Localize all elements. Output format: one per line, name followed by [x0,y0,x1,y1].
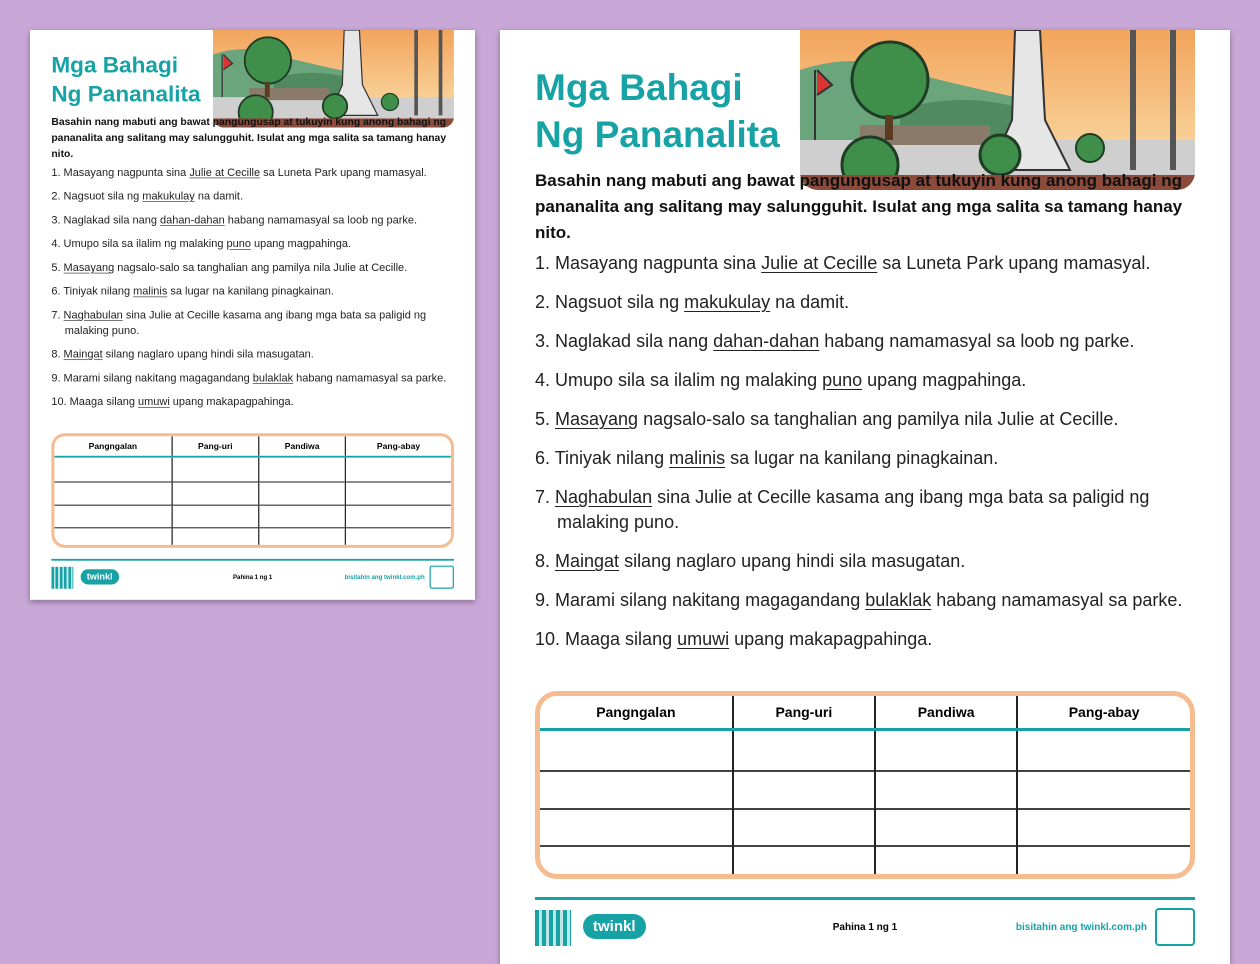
underlined-word: makukulay [684,292,771,312]
twinkl-logo: twinkl [81,569,119,584]
sentence-item [51,370,454,385]
quality-badge-icon [1155,908,1195,946]
sentence-item [51,260,454,275]
quality-badge-icon [430,566,454,589]
sentence-text: habang namamasyal sa parke. [293,371,447,384]
sentence-item [535,407,1195,432]
sentence-text: upang magpahinga. [250,237,352,250]
underlined-word: Julie at Cecille [761,253,878,273]
luneta-park-illustration [213,30,454,128]
underlined-word: bulaklak [865,590,932,610]
sentence-text: sa Luneta Park upang mamasyal. [260,166,427,179]
answer-table [51,433,454,548]
sentence-text: 1. Masayang nagpunta sina [51,166,190,179]
sentence-item [535,290,1195,315]
underlined-word: bulaklak [252,371,294,384]
underlined-word: malinis [669,448,726,468]
sentence-text: 4. Umupo sila sa ilalim ng malaking [51,237,227,250]
page-number: Pahina 1 ng 1 [832,922,898,933]
sentence-list [51,165,454,418]
underlined-word: puno [822,370,863,390]
worksheet-preview-small [30,30,475,600]
site-link[interactable]: bisitahin ang twinkl.com.ph [1015,922,1147,933]
underlined-word: Masayang [63,261,115,274]
underlined-word: umuwi [677,629,730,649]
column-header: Pandiwa [875,696,1017,730]
sentence-text: 5. [51,261,64,274]
sentence-text: silang naglaro upang hindi sila masugatan. [102,347,314,361]
sentence-item [535,368,1195,393]
underlined-word: dahan-dahan [160,213,225,226]
column-header: Pandiwa [259,436,346,456]
sentence-item [51,236,454,251]
sentence-text: 10. Maaga silang [535,629,678,649]
sentence-text: 2. Nagsuot sila ng [51,189,143,203]
sentence-text: sa lugar na kanilang pinagkainan. [167,284,334,298]
sentence-text: habang namamasyal sa loob ng parke. [819,331,1135,351]
twinkl-logo: twinkl [583,914,646,939]
column-header: Pangngalan [54,436,172,456]
page-footer [51,559,454,591]
sentence-text: sa Luneta Park upang mamasyal. [877,253,1151,273]
instructions: Basahin nang mabuti ang bawat pangungusap at tukuyin kung anong bahagi ng pananalita ang salitang may salungguhit. Isulat ang mga salita sa tamang hanay nito. [535,171,1183,242]
underlined-word: Naghabulan [555,487,653,507]
sentence-text: habang namamasyal sa parke. [931,590,1183,610]
underlined-word: umuwi [138,395,170,408]
sentence-text: 9. Marami silang nakitang magagandang [51,371,253,384]
worksheet-preview-large [500,30,1230,964]
sentence-text: 9. Marami silang nakitang magagandang [535,590,866,610]
sentence-text: 1. Masayang nagpunta sina [535,253,762,273]
sentence-item [535,549,1195,574]
sentence-text: 4. Umupo sila sa ilalim ng malaking [535,370,823,390]
sentence-list [535,251,1195,666]
sentence-text: 10. Maaga silang [51,395,139,408]
sentence-text: 7. [535,487,556,507]
sentence-item [51,212,454,227]
sentence-text: 5. [535,409,556,429]
underlined-word: Maingat [63,347,103,361]
sentence-item [535,485,1195,535]
sentence-text: nagsalo-salo sa tanghalian ang pamilya nila Julie at Cecille. [114,261,408,274]
answer-table [535,691,1195,879]
column-header: Pang-uri [733,696,875,730]
sentence-item [535,446,1195,471]
underlined-word: Maingat [555,551,620,571]
underlined-word: dahan-dahan [713,331,820,351]
column-header: Pang-abay [1017,696,1190,730]
sentence-item [535,251,1195,276]
underlined-word: Julie at Cecille [189,166,261,179]
sentence-item [535,627,1195,652]
worksheet-thumbnail[interactable] [30,30,475,600]
sentence-text: upang makapagpahinga. [729,629,933,649]
instructions: Basahin nang mabuti ang bawat pangungusap at tukuyin kung anong bahagi ng pananalita ang salitang may salungguhit. Isulat ang mga salita sa tamang hanay nito. [51,116,447,160]
sentence-text: 8. [51,347,64,361]
sentence-text: 8. [535,551,556,571]
sentence-item [535,329,1195,354]
underlined-word: makukulay [142,189,195,203]
sentence-text: 6. Tiniyak nilang [535,448,670,468]
sentence-text: sa lugar na kanilang pinagkainan. [725,448,999,468]
site-link[interactable]: bisitahin ang twinkl.com.ph [344,574,425,581]
column-header: Pang-uri [172,436,259,456]
sentence-item [51,347,454,362]
sentence-text: 3. Naglakad sila nang [51,213,161,226]
underlined-word: malinis [133,284,168,298]
worksheet-title: Mga Bahagi Ng Pananalita [51,52,201,107]
column-header: Pang-abay [346,436,451,456]
sentence-text: 6. Tiniyak nilang [51,284,134,298]
sentence-item [51,284,454,299]
sentence-text: 3. Naglakad sila nang [535,331,714,351]
sentence-text: na damit. [770,292,850,312]
sentence-item [51,165,454,180]
sentence-text: upang magpahinga. [862,370,1027,390]
worksheet-title: Mga Bahagi Ng Pananalita [535,67,780,155]
underlined-word: Naghabulan [63,308,123,321]
sentence-text: na damit. [194,189,244,203]
sentence-text: sina Julie at Cecille kasama ang ibang mga bata sa paligid ng malaking puno. [557,487,1150,532]
sentence-text: sina Julie at Cecille kasama ang ibang mga bata sa paligid ng malaking puno. [64,308,427,337]
underlined-word: Masayang [555,409,639,429]
sentence-item [51,394,454,409]
sentence-item [51,189,454,204]
sentence-text: nagsalo-salo sa tanghalian ang pamilya nila Julie at Cecille. [638,409,1119,429]
column-header: Pangngalan [540,696,733,730]
sentence-item [535,588,1195,613]
sentence-text: silang naglaro upang hindi sila masugatan. [619,551,966,571]
page-number: Pahina 1 ng 1 [232,574,273,581]
page-footer [535,897,1195,950]
sentence-text: upang makapagpahinga. [169,395,294,408]
underlined-word: puno [226,237,251,250]
luneta-park-illustration [800,30,1195,190]
sentence-item [51,308,454,339]
sentence-text: 7. [51,308,64,321]
sentence-text: habang namamasyal sa loob ng parke. [224,213,418,226]
sentence-text: 2. Nagsuot sila ng [535,292,685,312]
